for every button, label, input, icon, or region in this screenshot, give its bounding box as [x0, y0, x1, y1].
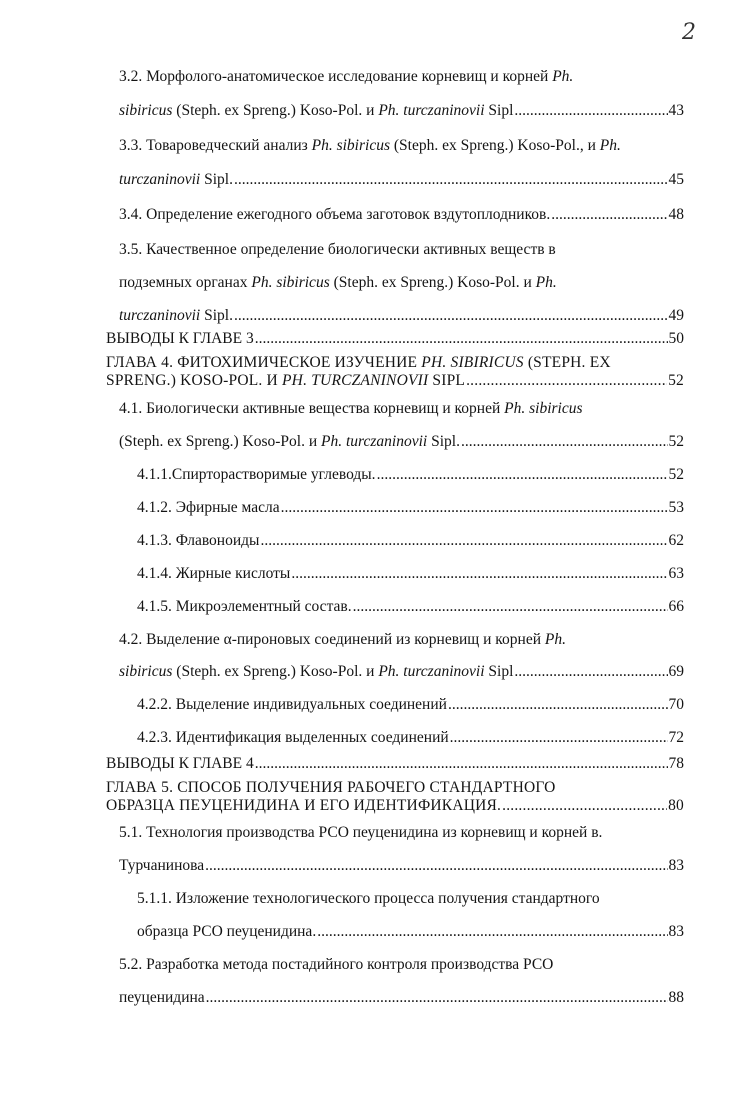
toc-page-number: 78 [668, 755, 684, 772]
toc-page-number: 62 [668, 532, 684, 549]
toc-leader-dots [461, 432, 668, 452]
toc-line [106, 372, 684, 390]
toc-text: ВЫВОДЫ К ГЛАВЕ 4 [106, 755, 254, 772]
toc-page-number: 50 [668, 330, 684, 347]
toc-page-number: 88 [668, 989, 684, 1006]
toc-line [119, 630, 684, 650]
toc-line [137, 564, 684, 584]
toc-leader-dots [260, 531, 667, 551]
toc-text: 4.2.2. Выделение индивидуальных соединений [137, 696, 447, 713]
table-of-contents [0, 60, 733, 1008]
toc-text: 4.1.5. Микроэлементный состав. [137, 598, 352, 615]
toc-text: sibiricus (Steph. ex Spreng.) Koso-Pol. и Ph. turczaninovii Sipl [119, 663, 514, 680]
toc-line [119, 273, 684, 293]
toc-line [106, 354, 684, 372]
toc-entry-3-4[interactable] [119, 205, 684, 225]
toc-line [119, 67, 684, 87]
toc-entry-4-1-2[interactable] [137, 498, 684, 518]
toc-page-number: 72 [668, 729, 684, 746]
toc-text: 4.1.4. Жирные кислоты [137, 565, 291, 582]
toc-line [137, 465, 684, 485]
toc-leader-dots [234, 306, 668, 326]
toc-leader-dots [514, 662, 667, 682]
toc-entry-5-1[interactable] [119, 823, 684, 876]
toc-entry-5-1-1[interactable] [137, 889, 684, 942]
toc-entry-4-2[interactable] [119, 630, 684, 682]
toc-text: SPRENG.) KOSO-POL. И PH. TURCZANINOVII SIPL [106, 372, 466, 389]
toc-entry-4-2-2[interactable] [137, 695, 684, 715]
toc-leader-dots [353, 597, 668, 617]
toc-line [106, 754, 684, 774]
toc-line [137, 531, 684, 551]
toc-entry-5-2[interactable] [119, 955, 684, 1008]
toc-entry-4-1[interactable] [119, 399, 684, 452]
toc-text: 4.1.3. Флавоноиды [137, 532, 260, 549]
toc-text: 5.2. Разработка метода постадийного контроля производства РСО [119, 956, 554, 973]
toc-text: Турчанинова [119, 857, 205, 874]
toc-text: ГЛАВА 5. СПОСОБ ПОЛУЧЕНИЯ РАБОЧЕГО СТАНДАРТНОГО [106, 779, 556, 796]
toc-leader-dots [281, 498, 668, 518]
toc-page-number: 63 [668, 565, 684, 582]
toc-text: 4.2. Выделение α-пироновых соединений из корневищ и корней Ph. [119, 631, 566, 648]
toc-line [137, 889, 684, 909]
toc-entry-4-1-4[interactable] [137, 564, 684, 584]
toc-entry-3-3[interactable] [119, 136, 684, 190]
toc-leader-dots [317, 922, 667, 942]
toc-leader-dots [377, 465, 668, 485]
toc-text: подземных органах Ph. sibiricus (Steph. ex Spreng.) Koso-Pol. и Ph. [119, 274, 557, 291]
toc-text: 3.4. Определение ежегодного объема заготовок вздутоплодников. [119, 206, 551, 223]
toc-page-number: 70 [668, 696, 684, 713]
toc-text: 3.3. Товароведческий анализ Ph. sibiricus (Steph. ex Spreng.) Koso-Pol., и Ph. [119, 137, 621, 154]
toc-leader-dots [205, 856, 667, 876]
toc-leader-dots [514, 101, 667, 121]
toc-text: (Steph. ex Spreng.) Koso-Pol. и Ph. turczaninovii Sipl. [119, 433, 460, 450]
toc-leader-dots [234, 170, 668, 190]
toc-line [119, 823, 684, 843]
toc-leader-dots [255, 754, 668, 774]
toc-entry-conclusions-3[interactable] [106, 329, 684, 349]
toc-page-number: 80 [668, 797, 684, 814]
toc-text: 3.5. Качественное определение биологически активных веществ в [119, 241, 556, 258]
toc-page-number: 83 [668, 857, 684, 874]
toc-leader-dots [206, 988, 668, 1008]
toc-line [119, 399, 684, 419]
toc-line [106, 329, 684, 349]
toc-text: ГЛАВА 4. ФИТОХИМИЧЕСКОЕ ИЗУЧЕНИЕ PH. SIBIRICUS (STEPH. EX [106, 354, 611, 371]
page-number: 2 [682, 20, 696, 45]
toc-leader-dots [448, 695, 668, 715]
toc-text: turczaninovii Sipl. [119, 171, 233, 188]
toc-line [137, 922, 684, 942]
toc-line [119, 205, 684, 225]
toc-text: 4.1. Биологически активные вещества корневищ и корней Ph. sibiricus [119, 400, 583, 417]
toc-leader-dots [255, 329, 668, 349]
toc-text: 5.1. Технология производства РСО пеуценидина из корневищ и корней в. [119, 824, 603, 841]
toc-text: 5.1.1. Изложение технологического процесса получения стандартного [137, 890, 600, 907]
toc-page-number: 45 [668, 171, 684, 188]
toc-line [106, 797, 684, 815]
toc-leader-dots [291, 564, 667, 584]
toc-line [119, 170, 684, 190]
toc-page-number: 66 [668, 598, 684, 615]
toc-leader-dots [502, 797, 667, 815]
toc-line [137, 728, 684, 748]
toc-page-number: 52 [668, 466, 684, 483]
toc-text: turczaninovii Sipl. [119, 307, 233, 324]
toc-line [119, 988, 684, 1008]
toc-line [137, 498, 684, 518]
toc-entry-4-2-3[interactable] [137, 728, 684, 748]
toc-line [119, 856, 684, 876]
toc-leader-dots [466, 372, 667, 390]
toc-line [119, 432, 684, 452]
toc-page-number: 83 [668, 923, 684, 940]
toc-text: sibiricus (Steph. ex Spreng.) Koso-Pol. и Ph. turczaninovii Sipl [119, 102, 514, 119]
toc-line [137, 695, 684, 715]
toc-entry-4-1-3[interactable] [137, 531, 684, 551]
toc-text: 4.1.1.Спирторастворимые углеводы. [137, 466, 376, 483]
toc-entry-chapter-4[interactable] [106, 354, 684, 390]
toc-line [106, 779, 684, 797]
toc-text: 4.1.2. Эфирные масла [137, 499, 280, 516]
toc-text: 4.2.3. Идентификация выделенных соединений [137, 729, 449, 746]
toc-page-number: 43 [668, 102, 684, 119]
toc-line [137, 597, 684, 617]
toc-page-number: 52 [668, 433, 684, 450]
toc-entry-3-2[interactable] [119, 67, 684, 121]
toc-entry-chapter-5[interactable] [106, 779, 684, 815]
toc-line [119, 955, 684, 975]
toc-text: ВЫВОДЫ К ГЛАВЕ 3 [106, 330, 254, 347]
toc-page-number: 48 [668, 206, 684, 223]
toc-line [119, 306, 684, 326]
toc-text: пеуценидина [119, 989, 205, 1006]
toc-line [119, 240, 684, 260]
toc-entry-4-1-5[interactable] [137, 597, 684, 617]
toc-page-number: 53 [668, 499, 684, 516]
toc-page-number: 69 [668, 663, 684, 680]
toc-line [119, 136, 684, 156]
toc-line [119, 662, 684, 682]
toc-entry-3-5[interactable] [119, 240, 684, 326]
toc-line [119, 101, 684, 121]
toc-entry-4-1-1[interactable] [137, 465, 684, 485]
toc-leader-dots [450, 728, 668, 748]
toc-entry-conclusions-4[interactable] [106, 754, 684, 774]
toc-text: образца РСО пеуценидина. [137, 923, 317, 940]
toc-page-number: 52 [668, 372, 684, 389]
toc-page-number: 49 [668, 307, 684, 324]
toc-text: ОБРАЗЦА ПЕУЦЕНИДИНА И ЕГО ИДЕНТИФИКАЦИЯ. [106, 797, 502, 814]
toc-text: 3.2. Морфолого-анатомическое исследование корневищ и корней Ph. [119, 68, 574, 85]
toc-leader-dots [551, 205, 667, 225]
